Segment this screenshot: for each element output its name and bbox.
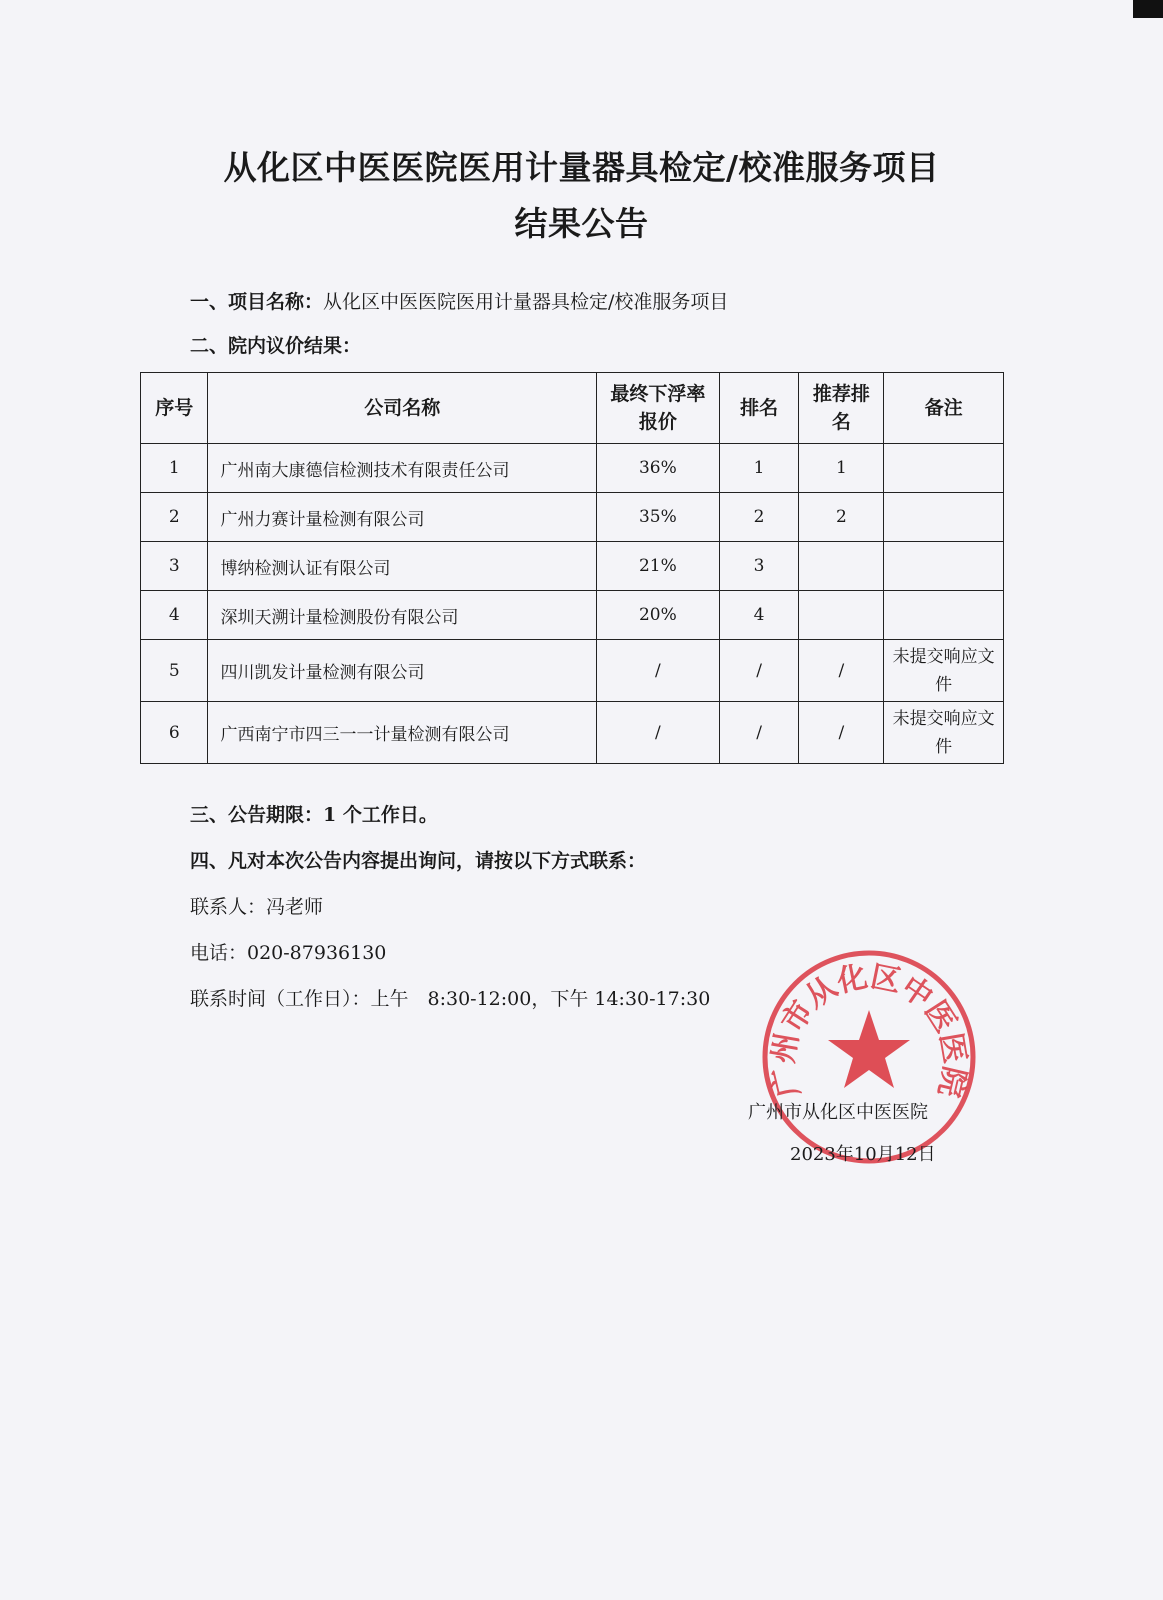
cell-note: 未提交响应文件 — [884, 640, 1004, 702]
cell-rate: / — [597, 702, 720, 764]
contact-phone: 电话：020-87936130 — [190, 942, 387, 964]
table-row — [141, 591, 1004, 640]
cell-rank: / — [719, 640, 799, 702]
section-3: 三、公告期限：1 个工作日。 — [190, 804, 438, 826]
cell-recommend: / — [799, 702, 884, 764]
cell-no: 3 — [141, 542, 208, 591]
cell-note: 未提交响应文件 — [884, 702, 1004, 764]
section-1 — [190, 287, 728, 314]
cell-no: 5 — [141, 640, 208, 702]
cell-rank: 1 — [719, 444, 799, 493]
cell-rank: 4 — [719, 591, 799, 640]
doc-title-line2: 结果公告 — [514, 204, 649, 243]
table-row — [141, 493, 1004, 542]
cell-note — [884, 542, 1004, 591]
cell-recommend — [799, 591, 884, 640]
header-note: 备注 — [884, 373, 1004, 444]
cell-note — [884, 493, 1004, 542]
cell-company: 广州南大康德信检测技术有限责任公司 — [208, 444, 597, 493]
cell-note — [884, 444, 1004, 493]
cell-recommend: 2 — [799, 493, 884, 542]
cell-company: 深圳天溯计量检测股份有限公司 — [208, 591, 597, 640]
scan-edge-mark — [1133, 0, 1163, 18]
cell-rank: 3 — [719, 542, 799, 591]
cell-company: 广州力赛计量检测有限公司 — [208, 493, 597, 542]
header-rate: 最终下浮率报价 — [597, 373, 720, 444]
contact-person: 联系人：冯老师 — [190, 896, 324, 918]
section-2-label: 二、院内议价结果： — [190, 335, 362, 357]
cell-rank: / — [719, 702, 799, 764]
svg-text:广州市从化区中医医院: 广州市从化区中医医院 — [765, 959, 973, 1101]
table-row — [141, 542, 1004, 591]
cell-company: 广西南宁市四三一一计量检测有限公司 — [208, 702, 597, 764]
table-row — [141, 702, 1004, 764]
table-row — [141, 444, 1004, 493]
cell-company: 四川凯发计量检测有限公司 — [208, 640, 597, 702]
cell-rate: 36% — [597, 444, 720, 493]
official-seal-stamp — [760, 948, 978, 1166]
section-1-label: 一、项目名称： — [190, 291, 324, 313]
cell-rank: 2 — [719, 493, 799, 542]
section-1-value: 从化区中医医院医用计量器具检定/校准服务项目 — [323, 291, 729, 313]
contact-hours: 联系时间（工作日）：上午 8:30-12:00，下午 14:30-17:30 — [190, 988, 711, 1010]
results-table — [140, 372, 1004, 764]
cell-rate: 21% — [597, 542, 720, 591]
header-recommend: 推荐排名 — [799, 373, 884, 444]
cell-rate: 35% — [597, 493, 720, 542]
cell-note — [884, 591, 1004, 640]
cell-recommend — [799, 542, 884, 591]
doc-title-line1: 从化区中医医院医用计量器具检定/校准服务项目 — [223, 148, 940, 187]
header-company: 公司名称 — [208, 373, 597, 444]
signature-org: 广州市从化区中医医院 — [748, 1102, 928, 1123]
table-row — [141, 640, 1004, 702]
cell-no: 1 — [141, 444, 208, 493]
table-header-row — [141, 373, 1004, 444]
cell-no: 2 — [141, 493, 208, 542]
cell-rate: 20% — [597, 591, 720, 640]
signature-date: 2023年10月12日 — [790, 1144, 936, 1165]
cell-company: 博纳检测认证有限公司 — [208, 542, 597, 591]
header-no: 序号 — [141, 373, 208, 444]
header-rank: 排名 — [719, 373, 799, 444]
cell-no: 6 — [141, 702, 208, 764]
cell-recommend: 1 — [799, 444, 884, 493]
cell-no: 4 — [141, 591, 208, 640]
cell-rate: / — [597, 640, 720, 702]
cell-recommend: / — [799, 640, 884, 702]
section-4: 四、凡对本次公告内容提出询问，请按以下方式联系： — [190, 850, 647, 872]
